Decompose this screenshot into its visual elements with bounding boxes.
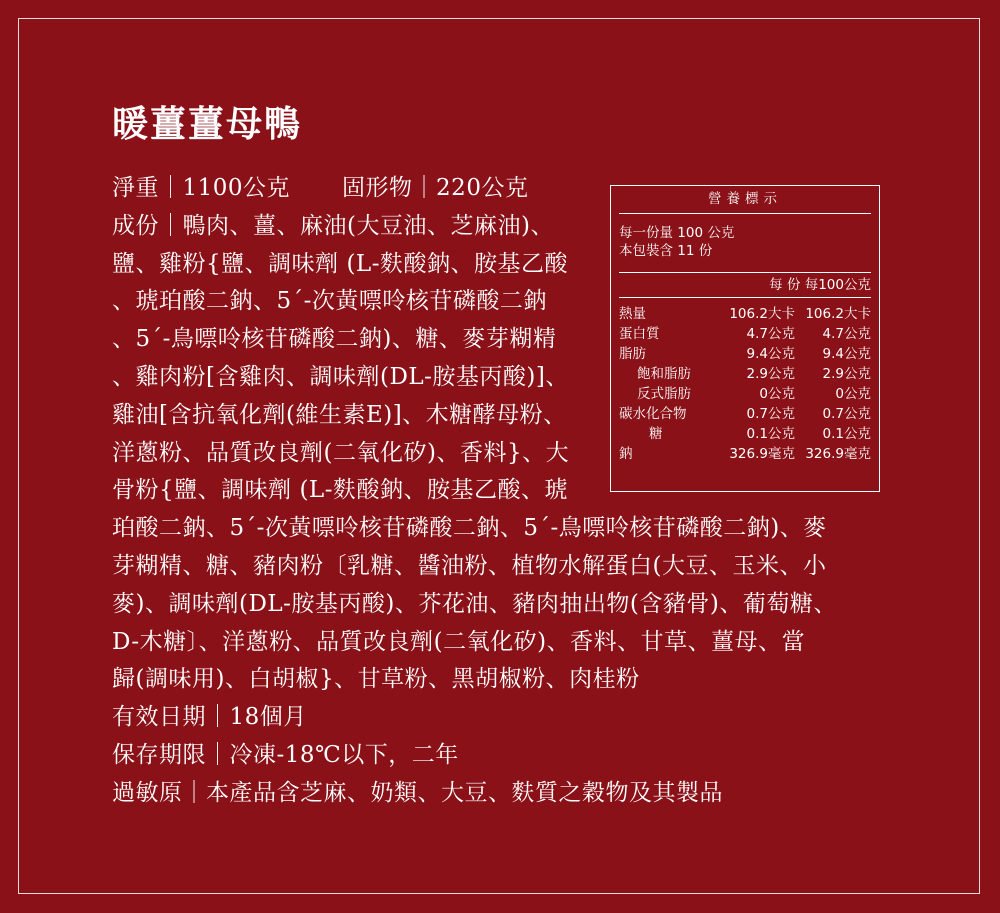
serving-info	[619, 214, 871, 260]
nutrition-column-header: 每 份 每100公克	[619, 272, 871, 298]
nutrient-per-100g: 2.9公克	[822, 366, 871, 382]
nutrient-per-100g: 9.4公克	[822, 346, 871, 362]
ingredients-line: 麥)、調味劑(DL-胺基丙酸)、芥花油、豬肉抽出物(含豬骨)、葡萄糖、	[112, 590, 837, 617]
nutrient-label: 熱量	[619, 306, 646, 322]
nutrition-row	[619, 424, 871, 444]
nutrient-per-100g: 0.1公克	[822, 426, 871, 442]
product-title: 暖薑薑母鴨	[112, 103, 303, 145]
nutrition-title: 營養標示	[619, 186, 871, 214]
allergen-line: 過敏原｜本產品含芝麻、奶類、大豆、麩質之穀物及其製品	[112, 779, 723, 806]
ingredients-line: 骨粉{鹽、調味劑 (L-麩酸鈉、胺基乙酸、琥	[112, 477, 568, 504]
ingredients-line: 、雞肉粉[含雞肉、調味劑(DL-胺基丙酸)]、	[112, 363, 569, 390]
nutrition-rows	[619, 298, 871, 464]
nutrient-label: 蛋白質	[619, 326, 660, 342]
nutrition-row	[619, 344, 871, 364]
ingredients-line: 、琥珀酸二鈉、5´-次黃嘌呤核苷磷酸二鈉	[112, 288, 547, 315]
nutrition-row	[619, 324, 871, 344]
nutrient-per-100g: 106.2大卡	[805, 306, 871, 322]
nutrient-label: 飽和脂肪	[637, 366, 691, 382]
nutrition-row	[619, 404, 871, 424]
nutrient-per-serving: 0公克	[759, 386, 795, 402]
nutrient-per-serving: 0.7公克	[746, 406, 795, 422]
nutrient-label: 鈉	[619, 446, 633, 462]
nutrient-per-serving: 9.4公克	[746, 346, 795, 362]
nutrient-per-100g: 0公克	[835, 386, 871, 402]
ingredients-line: 成份｜鴨肉、薑、麻油(大豆油、芝麻油)、	[112, 212, 554, 239]
nutrient-per-serving: 0.1公克	[746, 426, 795, 442]
nutrition-row	[619, 364, 871, 384]
nutrient-per-100g: 0.7公克	[822, 406, 871, 422]
ingredients-line: 鹽、雞粉{鹽、調味劑 (L-麩酸鈉、胺基乙酸	[112, 250, 568, 277]
servings-per-package: 本包裝含 11 份	[619, 243, 713, 259]
ingredients-line: 芽糊精、糖、豬肉粉〔乳糖、醬油粉、植物水解蛋白(大豆、玉米、小	[112, 552, 827, 579]
ingredients-line: 洋蔥粉、品質改良劑(二氧化矽)、香料}、大	[112, 439, 570, 466]
nutrient-label: 碳水化合物	[619, 406, 687, 422]
nutrient-label: 糖	[649, 426, 663, 442]
nutrition-row	[619, 384, 871, 404]
nutrient-label: 反式脂肪	[637, 386, 691, 402]
ingredients-line: 珀酸二鈉、5´-次黃嘌呤核苷磷酸二鈉、5´-鳥嘌呤核苷磷酸二鈉)、麥	[112, 515, 827, 542]
storage-line: 保存期限｜冷凍-18℃以下，二年	[112, 741, 459, 768]
nutrient-per-serving: 326.9毫克	[729, 446, 795, 462]
nutrient-per-serving: 106.2大卡	[729, 306, 795, 322]
ingredients-line: 、5´-鳥嘌呤核苷磷酸二鈉)、糖、麥芽糊精	[112, 326, 557, 353]
nutrition-facts-table	[610, 185, 880, 492]
nutrient-per-100g: 326.9毫克	[805, 446, 871, 462]
expiry-line: 有效日期｜18個月	[112, 704, 307, 731]
ingredients-line: 歸(調味用)、白胡椒}、甘草粉、黑胡椒粉、肉桂粉	[112, 666, 640, 693]
solid-weight: 固形物｜220公克	[342, 175, 529, 201]
ingredients-line: 雞油[含抗氧化劑(維生素E)]、木糖酵母粉、	[112, 401, 567, 428]
nutrient-per-serving: 4.7公克	[746, 326, 795, 342]
nutrition-row	[619, 444, 871, 464]
serving-size: 每一份量 100 公克	[619, 225, 735, 241]
nutrient-per-serving: 2.9公克	[746, 366, 795, 382]
nutrition-row	[619, 304, 871, 324]
nutrient-per-100g: 4.7公克	[822, 326, 871, 342]
net-weight: 淨重｜1100公克	[112, 175, 291, 201]
nutrient-label: 脂肪	[619, 346, 646, 362]
ingredients-line: D-木糖〕、洋蔥粉、品質改良劑(二氧化矽)、香料、甘草、薑母、當	[112, 628, 806, 655]
